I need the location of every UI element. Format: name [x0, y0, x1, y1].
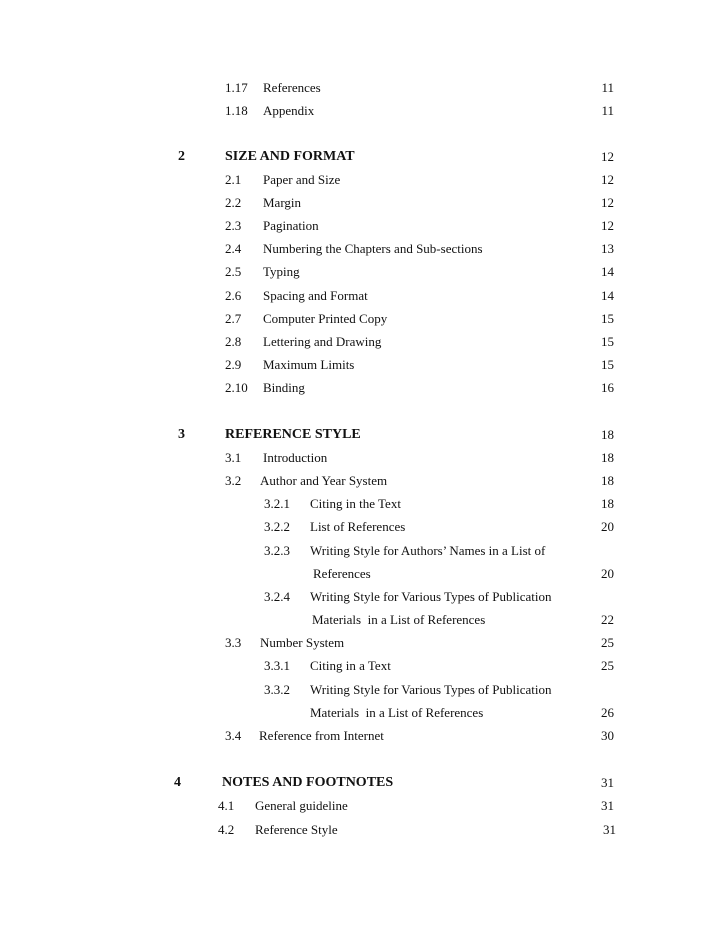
toc-subentry-number: 3.2.3	[264, 543, 290, 558]
toc-entry-number: 1.18	[225, 103, 248, 118]
toc-entry-title: Reference from Internet	[259, 728, 384, 743]
chapter-title: SIZE AND FORMAT	[225, 149, 355, 164]
toc-entry-title: Computer Printed Copy	[263, 311, 388, 326]
toc-entry-number: 2.10	[225, 380, 248, 395]
toc-entry-page: 11	[601, 80, 614, 95]
toc-subentry-title: Writing Style for Various Types of Publication	[310, 682, 552, 697]
toc-subentry-title-continued: References	[313, 566, 371, 581]
toc-entry-number: 4.2	[218, 822, 235, 837]
toc-entry-page: 18	[601, 473, 614, 488]
toc-entry-number: 4.1	[218, 798, 235, 813]
toc-entry-title: Reference Style	[255, 822, 338, 837]
toc-entry-title: General guideline	[255, 798, 348, 813]
toc-entry-page: 14	[601, 264, 614, 279]
chapter-number: 2	[178, 149, 185, 164]
toc-entry-number: 3.2	[225, 473, 242, 488]
toc-entry-title: Margin	[263, 195, 302, 210]
toc-subentry-title: Citing in the Text	[310, 496, 401, 511]
toc-entry-number: 3.4	[225, 728, 242, 743]
toc-entry-title: Numbering the Chapters and Sub-sections	[263, 241, 483, 256]
chapter-number: 3	[178, 427, 185, 442]
toc-entry-number: 2.6	[225, 288, 242, 303]
toc-entry-number: 3.1	[225, 450, 242, 465]
toc-entry-number: 2.8	[225, 334, 242, 349]
toc-entry-page: 16	[601, 380, 614, 395]
toc-entry-page: 31	[601, 798, 614, 813]
toc-subentry-number: 3.2.1	[264, 496, 290, 511]
chapter-title: REFERENCE STYLE	[225, 427, 361, 442]
toc-entry-number: 2.2	[225, 195, 242, 210]
toc-entry-page: 25	[601, 658, 614, 673]
toc-subentry-title: List of References	[310, 519, 406, 534]
toc-entry-number: 2.4	[225, 241, 242, 256]
toc-entry-number: 2.9	[225, 357, 242, 372]
toc-entry-title: Author and Year System	[260, 473, 388, 488]
toc-subentry-number: 3.3.1	[264, 658, 290, 673]
toc-entry-page: 11	[601, 103, 614, 118]
toc-entry-page: 15	[601, 357, 614, 372]
toc-entry-title: References	[263, 80, 321, 95]
toc-entry-title: Spacing and Format	[263, 288, 368, 303]
chapter-page: 12	[601, 149, 614, 164]
toc-entry-title: Maximum Limits	[263, 357, 355, 372]
toc-entry-page: 22	[601, 612, 614, 627]
toc-entry-page: 15	[601, 311, 614, 326]
toc-entry-page: 31	[603, 822, 616, 837]
toc-subentry-title-continued: Materials in a List of References	[310, 705, 484, 720]
toc-entry-page: 25	[601, 635, 614, 650]
chapter-page: 18	[601, 427, 614, 442]
toc-entry-page: 20	[601, 566, 614, 581]
toc-entry-page: 30	[601, 728, 614, 743]
chapter-title: NOTES AND FOOTNOTES	[222, 775, 394, 790]
toc-entry-title: Typing	[263, 264, 300, 279]
toc-entry-page: 18	[601, 496, 614, 511]
toc-entry-title: Appendix	[263, 103, 315, 118]
toc-entry-number: 2.1	[225, 172, 242, 187]
chapter-number: 4	[174, 775, 181, 790]
toc-entry-number: 1.17	[225, 80, 248, 95]
toc-entry-title: Binding	[263, 380, 305, 395]
toc-subentry-title: Citing in a Text	[310, 658, 391, 673]
toc-entry-number: 3.3	[225, 635, 242, 650]
toc-entry-page: 13	[601, 241, 614, 256]
toc-entry-title: Number System	[260, 635, 345, 650]
toc-subentry-title-continued: Materials in a List of References	[312, 612, 486, 627]
toc-subentry-number: 3.2.2	[264, 519, 290, 534]
toc-entry-page: 12	[601, 172, 614, 187]
toc-entry-title: Lettering and Drawing	[263, 334, 382, 349]
toc-entry-page: 12	[601, 218, 614, 233]
toc-subentry-title: Writing Style for Authors’ Names in a List of	[310, 543, 546, 558]
toc-entry-number: 2.7	[225, 311, 242, 326]
chapter-page: 31	[601, 775, 614, 790]
toc-entry-page: 18	[601, 450, 614, 465]
toc-subentry-title: Writing Style for Various Types of Publication	[310, 589, 552, 604]
toc-entry-page: 26	[601, 705, 614, 720]
toc-entry-page: 20	[601, 519, 614, 534]
toc-entry-page: 12	[601, 195, 614, 210]
toc-entry-page: 15	[601, 334, 614, 349]
toc-entry-number: 2.3	[225, 218, 242, 233]
toc-entry-number: 2.5	[225, 264, 242, 279]
toc-subentry-number: 3.2.4	[264, 589, 290, 604]
toc-subentry-number: 3.3.2	[264, 682, 290, 697]
toc-entry-title: Pagination	[263, 218, 319, 233]
toc-entry-title: Paper and Size	[263, 172, 341, 187]
toc-entry-title: Introduction	[263, 450, 328, 465]
toc-entry-page: 14	[601, 288, 614, 303]
